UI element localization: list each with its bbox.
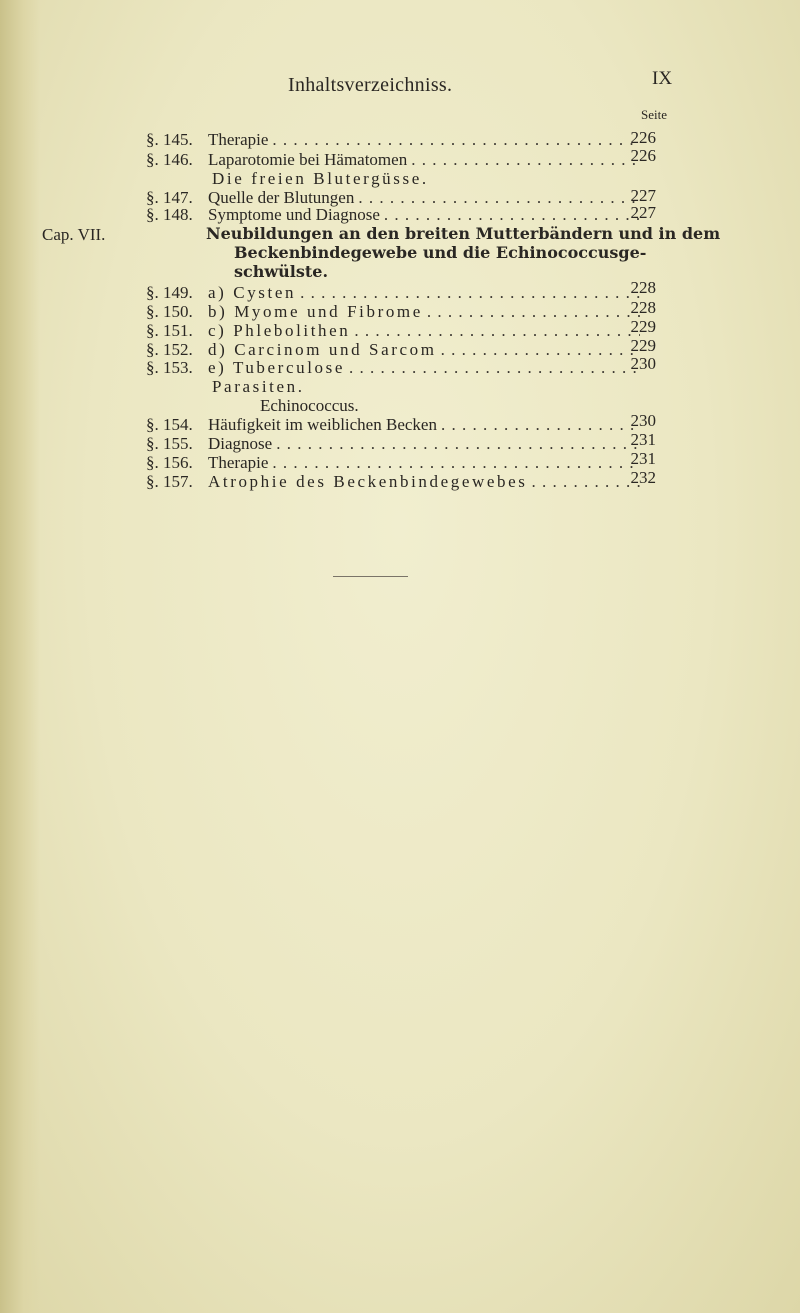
running-header-title: Inhaltsverzeichniss. — [288, 74, 453, 96]
section-subheading: Parasiten. — [212, 377, 305, 396]
leader-dots — [349, 358, 640, 378]
toc-entry-page: 229 — [630, 317, 656, 336]
toc-entry — [146, 472, 640, 492]
chapter-heading-line: Beckenbindegewebe und die Echinococcusge- — [234, 243, 647, 262]
toc-entry-title: Quelle der Blutungen — [208, 188, 355, 207]
section-subheading: Echinococcus. — [260, 396, 359, 415]
toc-entry-title: e) Tuberculose — [208, 358, 345, 377]
toc-entry — [146, 283, 640, 303]
toc-entry-page: 227 — [630, 203, 656, 222]
running-header-page-number: IX — [652, 68, 673, 89]
toc-entry-number: §. 152. — [146, 340, 193, 359]
toc-entry-title: c) Phlebolithen — [208, 321, 351, 340]
leader-dots — [427, 302, 640, 322]
toc-entry-number: §. 145. — [146, 130, 193, 149]
leader-dots — [411, 150, 640, 170]
chapter-heading — [206, 224, 721, 281]
page-edge-shadow — [0, 0, 40, 1313]
toc-entry-page: 231 — [630, 430, 656, 449]
toc-entry-title: Häufigkeit im weiblichen Becken — [208, 415, 437, 434]
toc-entry — [146, 321, 640, 341]
closing-rule — [333, 576, 408, 577]
toc-entry-title: b) Myome und Fibrome — [208, 302, 423, 321]
toc-entry-page: 231 — [630, 449, 656, 468]
toc-entry-number: §. 146. — [146, 150, 193, 169]
toc-entry-number: §. 149. — [146, 283, 193, 302]
toc-entry — [146, 415, 640, 435]
toc-entry-number: §. 151. — [146, 321, 193, 340]
toc-entry-number: §. 156. — [146, 453, 193, 472]
toc-entry-title: Laparotomie bei Hämatomen — [208, 150, 408, 169]
toc-entry-page: 227 — [630, 186, 656, 205]
toc-entry-title: d) Carcinom und Sarcom — [208, 340, 437, 359]
toc-entry-page: 228 — [630, 278, 656, 297]
toc-entry-page: 230 — [630, 411, 656, 430]
toc-entry — [146, 205, 640, 225]
toc-entry-page: 232 — [630, 468, 656, 487]
chapter-label: Cap. VII. — [42, 225, 106, 244]
toc-entry-number: §. 148. — [146, 205, 193, 224]
leader-dots — [441, 415, 640, 435]
leader-dots — [384, 205, 640, 225]
chapter-heading-line: schwülste. — [234, 262, 329, 281]
leader-dots — [272, 453, 640, 473]
leader-dots — [276, 434, 640, 454]
toc-entry-title: Symptome und Diagnose — [208, 205, 380, 224]
section-subheading: Die freien Blutergüsse. — [212, 169, 429, 188]
leader-dots — [300, 283, 640, 303]
toc-entry-title: Diagnose — [208, 434, 273, 453]
toc-entry-title: Therapie — [208, 130, 269, 149]
toc-entry-page: 226 — [630, 146, 656, 165]
toc-entry — [146, 130, 640, 150]
toc-entry-number: §. 157. — [146, 472, 193, 491]
toc-entry-number: §. 154. — [146, 415, 193, 434]
toc-entry — [146, 434, 640, 454]
toc-entry — [146, 302, 640, 322]
toc-entry-title: Therapie — [208, 453, 269, 472]
toc-entry — [146, 150, 640, 170]
toc-entry-number: §. 155. — [146, 434, 193, 453]
toc-entry-page: 230 — [630, 354, 656, 373]
toc-entry-number: §. 150. — [146, 302, 193, 321]
seite-column-label: Seite — [641, 107, 667, 122]
leader-dots — [272, 130, 640, 150]
toc-entry-title: a) Cysten — [208, 283, 297, 302]
toc-entry — [146, 340, 640, 360]
toc-entry-page: 229 — [630, 336, 656, 355]
toc-entry-page: 228 — [630, 298, 656, 317]
toc-entry — [146, 358, 640, 378]
leader-dots — [441, 340, 640, 360]
toc-entry-number: §. 153. — [146, 358, 193, 377]
toc-entry-title: Atrophie des Beckenbindegewebes — [208, 472, 528, 491]
toc-entry-number: §. 147. — [146, 188, 193, 207]
toc-entry-page: 226 — [630, 128, 656, 147]
toc-entry — [146, 453, 640, 473]
leader-dots — [354, 321, 640, 341]
chapter-heading-line: Neubildungen an den breiten Mutterbändern und in dem — [206, 224, 721, 243]
